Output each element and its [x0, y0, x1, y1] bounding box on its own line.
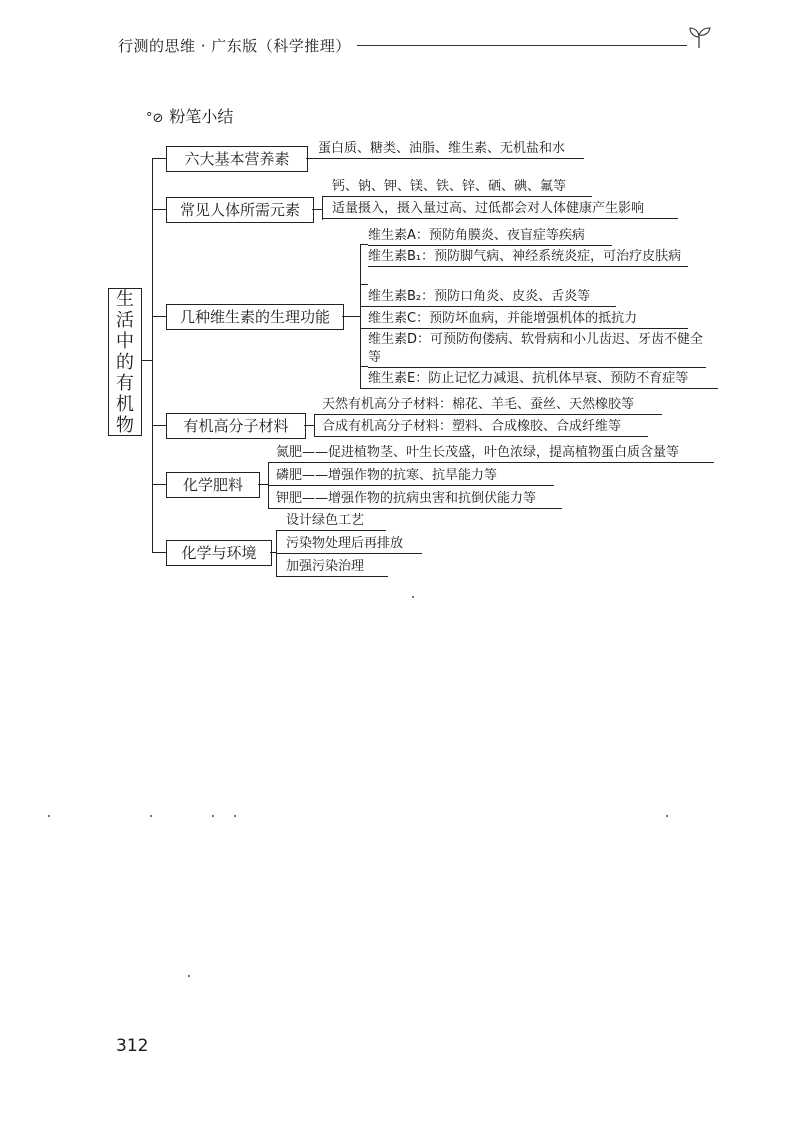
sprout-icon: [686, 24, 712, 50]
category-polymers: 有机高分子材料: [166, 413, 306, 439]
root-char: 活: [116, 309, 134, 331]
summary-title: [146, 104, 233, 127]
category-environment: 化学与环境: [166, 540, 272, 566]
leaf-item: 合成有机高分子材料：塑料、合成橡胶、合成纤维等: [322, 418, 648, 437]
connector: [314, 436, 322, 437]
connector: [360, 284, 368, 285]
connector: [276, 576, 286, 577]
root-char: 中: [116, 330, 134, 352]
leaf-item: 维生素B₂：预防口角炎、皮炎、舌炎等: [368, 288, 616, 307]
leaf-item: 钙、钠、钾、镁、铁、锌、硒、碘、氟等: [332, 178, 592, 197]
connector: [276, 553, 286, 554]
connector: [268, 508, 276, 509]
connector: [276, 530, 286, 531]
scan-speck: [48, 815, 50, 817]
leaf-item: 维生素B₁：预防脚气病、神经系统炎症，可治疗皮肤病: [368, 248, 688, 267]
connector: [304, 425, 314, 426]
connector: [152, 209, 166, 210]
leaf-item: 天然有机高分子材料：棉花、羊毛、蚕丝、天然橡胶等: [322, 396, 662, 415]
connector: [360, 388, 368, 389]
header-rule: [357, 45, 687, 46]
leaf-item: 钾肥——增强作物的抗病虫害和抗倒伏能力等: [276, 490, 562, 509]
root-char: 物: [116, 414, 134, 436]
connector: [342, 316, 360, 317]
connector: [360, 306, 368, 307]
root-node: [108, 288, 142, 436]
leaf-item: 氮肥——促进植物茎、叶生长茂盛，叶色浓绿，提高植物蛋白质含量等: [276, 444, 714, 463]
scan-speck: [150, 815, 152, 817]
connector: [152, 316, 166, 317]
leaf-item: 维生素D：可预防佝偻病、软骨病和小儿齿迟、牙齿不健全等: [368, 331, 706, 368]
root-char: 机: [116, 393, 134, 415]
category-nutrients: 六大基本营养素: [166, 146, 308, 172]
connector: [360, 244, 368, 245]
category-fertilizers: 化学肥料: [166, 472, 260, 498]
connector: [312, 209, 322, 210]
leaf-item: 磷肥——增强作物的抗寒、抗旱能力等: [276, 467, 554, 486]
root-char: 生: [116, 288, 134, 310]
connector: [268, 462, 276, 463]
category-vitamins: 几种维生素的生理功能: [166, 304, 344, 330]
connector: [322, 196, 323, 220]
connector: [360, 328, 368, 329]
running-header: 行测的思维 · 广东版（科学推理）: [118, 37, 351, 55]
leaf-item: 设计绿色工艺: [286, 512, 386, 531]
connector: [314, 414, 322, 415]
connector: [314, 414, 315, 436]
scan-speck: [412, 596, 414, 598]
scan-speck: [666, 815, 668, 817]
connector: [152, 158, 166, 159]
leaf-item: 污染物处理后再排放: [286, 535, 422, 554]
connector: [258, 484, 268, 485]
connector: [152, 484, 166, 485]
leaf-item: 维生素C：预防坏血病，并能增强机体的抵抗力: [368, 310, 688, 329]
leaf-item: 加强污染治理: [286, 558, 388, 577]
leaf-item: 适量摄入，摄入量过高、过低都会对人体健康产生影响: [332, 200, 678, 219]
leaf-item: 蛋白质、糖类、油脂、维生素、无机盐和水: [318, 140, 584, 159]
connector: [141, 360, 152, 361]
connector: [306, 158, 318, 159]
connector: [322, 196, 332, 197]
connector: [152, 158, 153, 552]
chalk-icon: °⊘: [146, 111, 164, 126]
connector: [152, 552, 166, 553]
leaf-item: 维生素A：预防角膜炎、夜盲症等疾病: [368, 227, 612, 246]
connector: [322, 218, 332, 219]
summary-title-text: 粉笔小结: [169, 107, 234, 126]
scan-speck: [188, 975, 190, 977]
connector: [268, 485, 276, 486]
connector: [360, 366, 368, 367]
scan-speck: [212, 815, 214, 817]
root-char: 有: [116, 372, 134, 394]
root-char: 的: [116, 351, 134, 373]
scan-speck: [234, 815, 236, 817]
leaf-item: 维生素E：防止记忆力减退、抗机体早衰、预防不育症等: [368, 370, 718, 389]
page-number: 312: [116, 1036, 149, 1056]
connector: [152, 425, 166, 426]
category-elements: 常见人体所需元素: [166, 197, 314, 223]
